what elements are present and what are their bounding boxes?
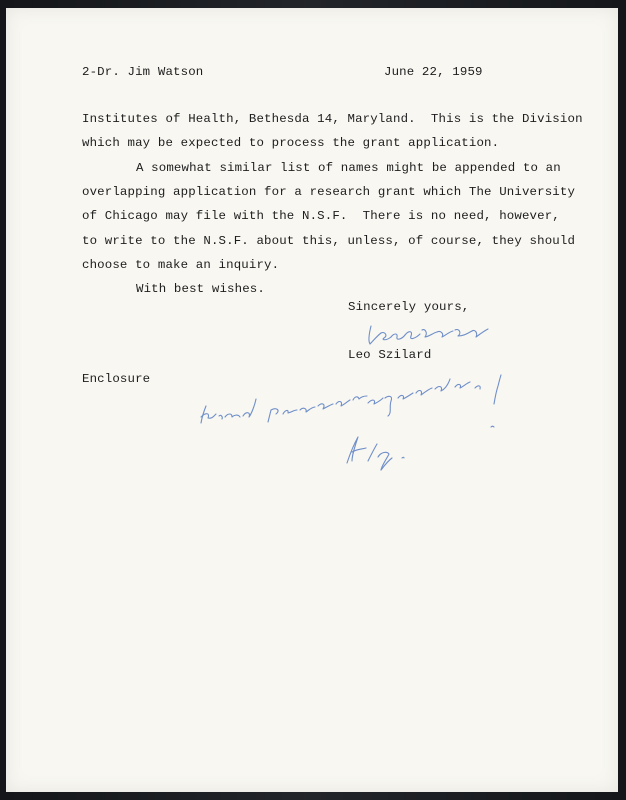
- enclosure-note: Enclosure: [82, 372, 151, 386]
- body-line: choose to make an inquiry.: [82, 258, 280, 272]
- body-line: A somewhat similar list of names might be appended to an: [136, 161, 561, 175]
- signer-name: Leo Szilard: [348, 348, 432, 362]
- body-line: Institutes of Health, Bethesda 14, Maryland. This is the Division: [82, 112, 583, 126]
- body-line: to write to the N.S.F. about this, unless, of course, they should: [82, 234, 576, 248]
- body-line: of Chicago may file with the N.S.F. There is no need, however,: [82, 209, 560, 223]
- complimentary-close: Sincerely yours,: [348, 300, 470, 314]
- signature: [369, 326, 488, 344]
- body-line: which may be expected to process the grant application.: [82, 136, 500, 150]
- handwritten-note: [201, 375, 501, 427]
- letter-date: June 22, 1959: [384, 65, 483, 79]
- page-header-recipient: 2-Dr. Jim Watson: [82, 65, 204, 79]
- body-line: With best wishes.: [136, 282, 265, 296]
- handwritten-initials: [347, 437, 404, 470]
- body-line: overlapping application for a research grant which The University: [82, 185, 576, 199]
